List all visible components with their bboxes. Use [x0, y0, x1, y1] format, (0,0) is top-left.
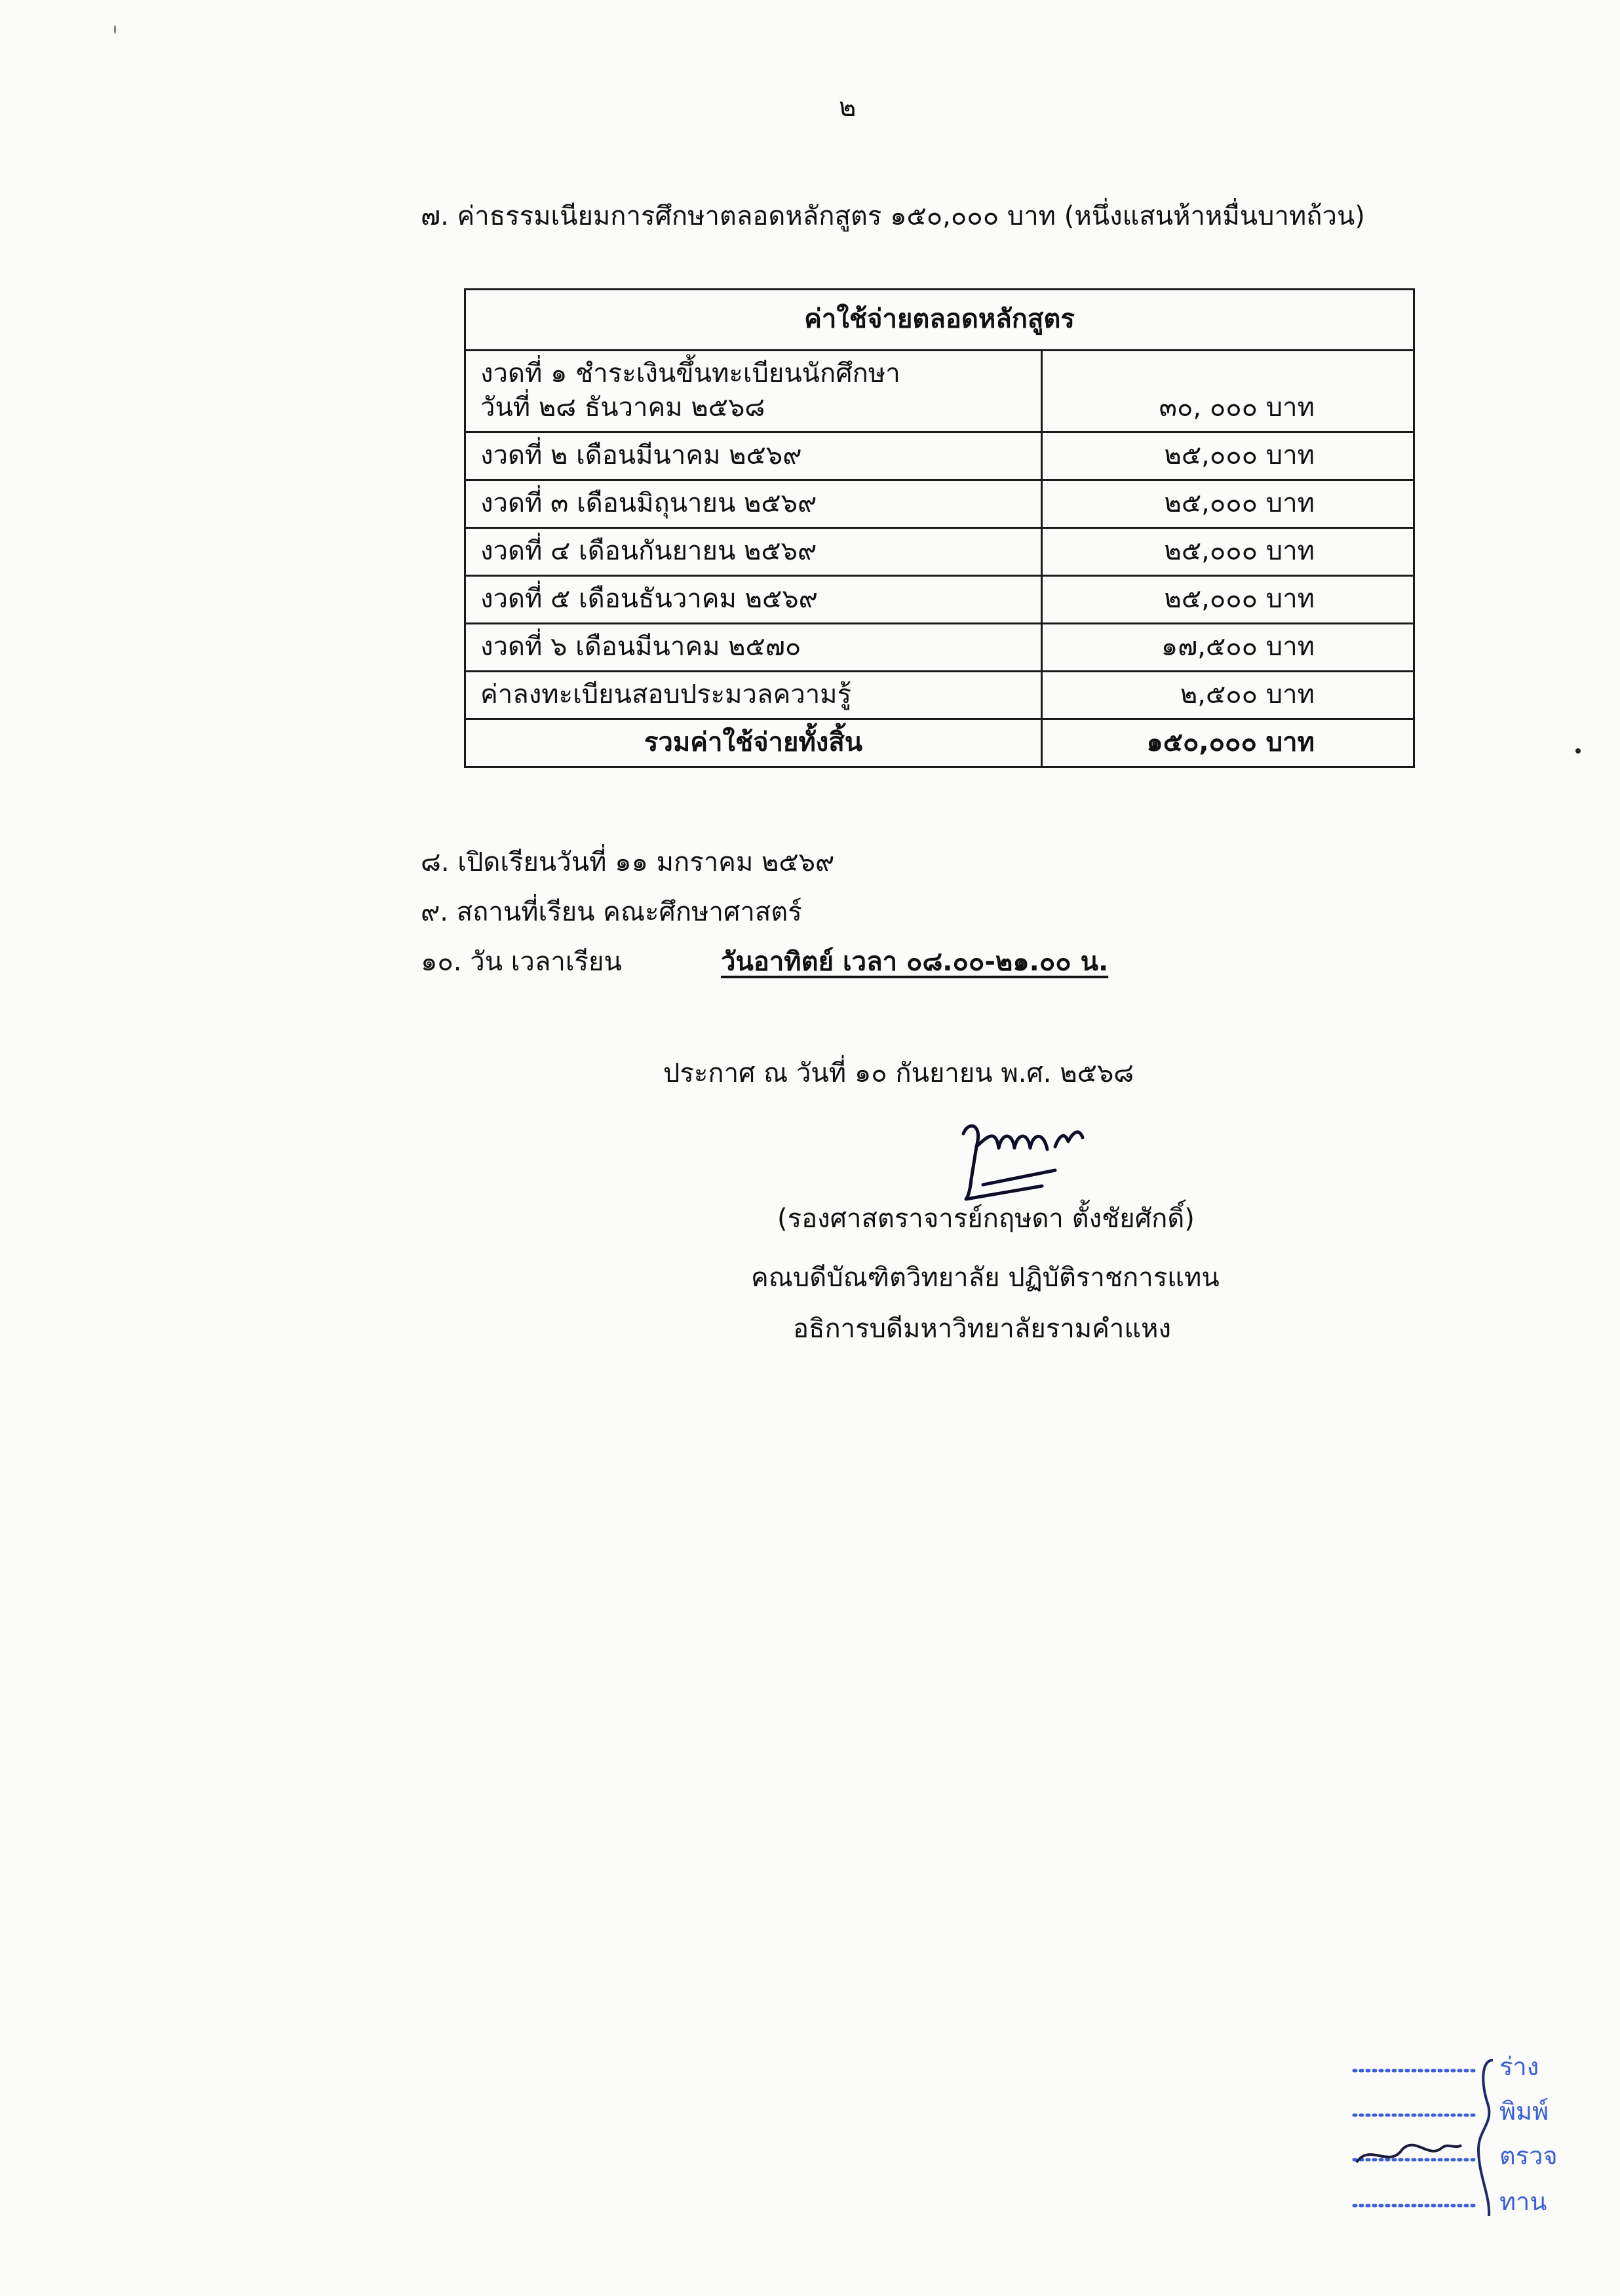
installment-label — [465, 351, 1042, 432]
installment-label: งวดที่ ๕ เดือนธันวาคม ๒๕๖๙ — [465, 576, 1042, 624]
fee-table-header: ค่าใช้จ่ายตลอดหลักสูตร — [465, 290, 1414, 351]
total-label: รวมค่าใช้จ่ายทั้งสิ้น — [465, 719, 1042, 767]
table-row — [465, 624, 1414, 672]
installment-label-line2: วันที่ ๒๘ ธันวาคม ๒๕๖๘ — [480, 392, 765, 423]
stamp-label-typed: พิมพ์ — [1499, 2097, 1549, 2126]
table-row — [465, 432, 1414, 480]
installment-amount: ๒,๕๐๐ บาท — [1042, 672, 1414, 719]
installment-label: งวดที่ ๔ เดือนกันยายน ๒๕๖๙ — [465, 528, 1042, 576]
stamp-label-checked: ตรวจ — [1499, 2141, 1558, 2170]
total-amount: ๑๕๐,๐๐๐ บาท — [1042, 719, 1414, 767]
announcement-date: ประกาศ ณ วันที่ ๑๐ กันยายน พ.ศ. ๒๕๖๘ — [663, 1058, 1134, 1088]
handwritten-signature — [944, 1107, 1140, 1206]
installment-amount: ๒๕,๐๐๐ บาท — [1042, 528, 1414, 576]
signatory-name: (รองศาสตราจารย์กฤษดา ตั้งชัยศักดิ์) — [777, 1204, 1195, 1234]
installment-amount: ๓๐, ๐๐๐ บาท — [1042, 351, 1414, 432]
table-row — [465, 351, 1414, 432]
installment-label: งวดที่ ๒ เดือนมีนาคม ๒๕๖๙ — [465, 432, 1042, 480]
signatory-position-line2: อธิการบดีมหาวิทยาลัยรามคำแหง — [793, 1314, 1172, 1344]
installment-amount: ๒๕,๐๐๐ บาท — [1042, 576, 1414, 624]
scan-speck — [1575, 748, 1581, 754]
installment-amount: ๒๕,๐๐๐ บาท — [1042, 432, 1414, 480]
page-number: ๒ — [839, 92, 857, 123]
table-row — [465, 528, 1414, 576]
table-row — [465, 480, 1414, 528]
fee-table — [464, 288, 1415, 768]
installment-amount: ๑๗,๕๐๐ บาท — [1042, 624, 1414, 672]
installment-label-line1: งวดที่ ๑ ชำระเงินขึ้นทะเบียนนักศึกษา — [480, 358, 900, 389]
item-7-tuition-fee: ๗. ค่าธรรมเนียมการศึกษาตลอดหลักสูตร ๑๕๐,๐๐๐ บาท (หนึ่งแสนห้าหมื่นบาทถ้วน) — [421, 201, 1365, 231]
item-10-schedule-value: วันอาทิตย์ เวลา ๐๘.๐๐-๒๑.๐๐ น. — [721, 947, 1109, 977]
installment-label: ค่าลงทะเบียนสอบประมวลความรู้ — [465, 672, 1042, 719]
installment-amount: ๒๕,๐๐๐ บาท — [1042, 480, 1414, 528]
item-9-location: ๙. สถานที่เรียน คณะศึกษาศาสตร์ — [421, 897, 802, 927]
installment-label: งวดที่ ๖ เดือนมีนาคม ๒๕๗๐ — [465, 624, 1042, 672]
fee-table-total-row — [465, 719, 1414, 767]
fee-table-header-row — [465, 290, 1414, 351]
stamp-label-proofread: ทาน — [1499, 2187, 1547, 2216]
installment-label: งวดที่ ๓ เดือนมิถุนายน ๒๕๖๙ — [465, 480, 1042, 528]
review-stamp — [1350, 2044, 1573, 2234]
stamp-label-draft: ร่าง — [1499, 2052, 1539, 2081]
table-row — [465, 576, 1414, 624]
item-10-schedule-label: ๑๐. วัน เวลาเรียน — [421, 947, 622, 977]
signatory-position-line1: คณบดีบัณฑิตวิทยาลัย ปฏิบัติราชการแทน — [751, 1263, 1220, 1293]
table-row — [465, 672, 1414, 719]
item-8-start-date: ๘. เปิดเรียนวันที่ ๑๑ มกราคม ๒๕๖๙ — [421, 847, 835, 877]
scan-speck — [114, 25, 116, 34]
